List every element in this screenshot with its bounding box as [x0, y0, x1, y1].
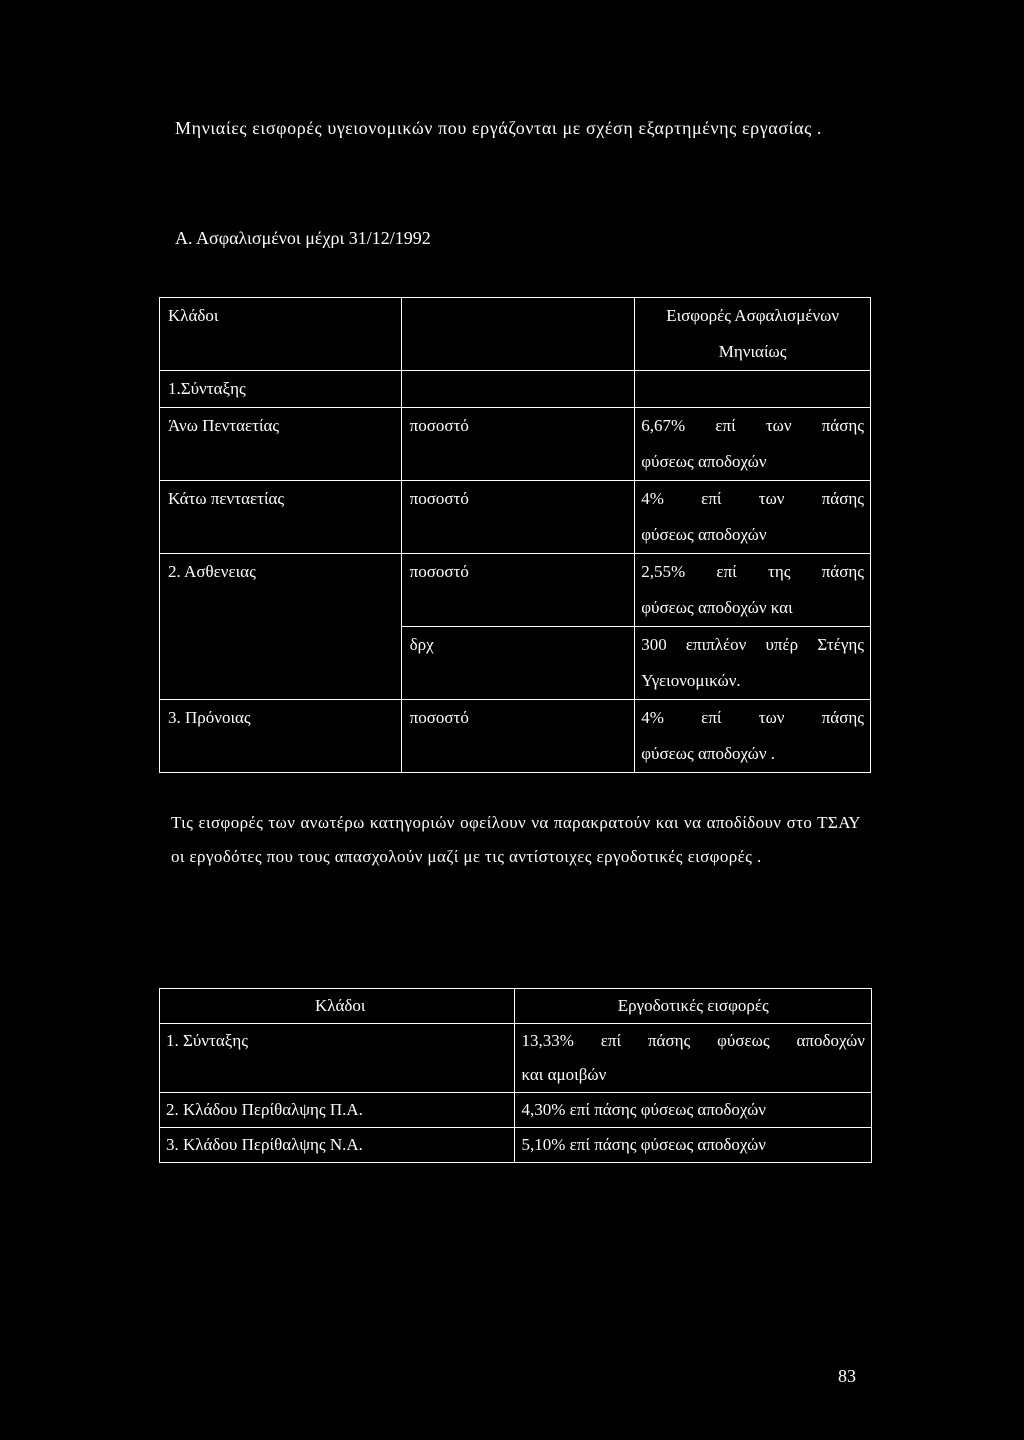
rate-line1: 300 επιπλέον υπέρ Στέγης: [641, 635, 864, 654]
header-employer-label: Εργοδοτικές εισφορές: [617, 996, 769, 1015]
table-row: [160, 554, 871, 627]
employer-contributions-table: [159, 988, 872, 1163]
employee-contributions-table: [159, 297, 871, 773]
section-subheading: Α. Ασφαλισμένοι μέχρι 31/12/1992: [175, 228, 431, 248]
rate-cell: [635, 554, 871, 627]
rate-cell: [635, 481, 871, 554]
header-branches-cell: [160, 989, 515, 1024]
table-row: [160, 371, 871, 408]
row-label-cell: [160, 1093, 515, 1128]
header-contributions-cell: [635, 298, 871, 371]
unit-label: ποσοστό: [409, 416, 469, 435]
table-row: [160, 1024, 872, 1093]
below-five-years-label: Κάτω πενταετίας: [168, 489, 285, 508]
header-branches-cell: [160, 298, 402, 371]
row-label-cell: [160, 408, 402, 481]
rate-line1: 6,67% επί των πάσης: [641, 416, 864, 435]
unit-cell: [401, 554, 635, 627]
unit-label: ποσοστό: [409, 708, 469, 727]
rate-line2: φύσεως αποδοχών και: [641, 598, 793, 617]
rate-line2: φύσεως αποδοχών .: [641, 744, 776, 763]
header-contributions-line1: Εισφορές Ασφαλισμένων: [666, 306, 840, 325]
rate-cell: [515, 1128, 872, 1163]
rate-line2: και αμοιβών: [521, 1065, 607, 1084]
empty-cell: [635, 371, 871, 408]
row-label-cell: [160, 481, 402, 554]
rate-cell: [515, 1093, 872, 1128]
rate-line1: 13,33% επί πάσης φύσεως αποδοχών: [521, 1031, 865, 1050]
table-row: [160, 700, 871, 773]
row-label-cell: [160, 1024, 515, 1093]
rate-cell: [635, 700, 871, 773]
unit-cell: [401, 700, 635, 773]
rate-line2: φύσεως αποδοχών: [641, 525, 767, 544]
pension-label: 1.Σύνταξης: [168, 379, 246, 398]
row-label-cell: [160, 1128, 515, 1163]
rate-line1: 4% επί των πάσης: [641, 708, 864, 727]
empty-cell: [401, 371, 635, 408]
rate-line1: 4% επί των πάσης: [641, 489, 864, 508]
branch-label: 3. Κλάδου Περίθαλψης Ν.Α.: [166, 1135, 363, 1154]
rate-line2: Υγειονομικών.: [641, 671, 741, 690]
table-row: [160, 1093, 872, 1128]
sickness-label: 2. Ασθενειας: [168, 562, 256, 581]
unit-label: ποσοστό: [409, 489, 469, 508]
above-five-years-label: Άνω Πενταετίας: [168, 416, 280, 435]
header-employer-cell: [515, 989, 872, 1024]
welfare-label: 3. Πρόνοιας: [168, 708, 251, 727]
body-paragraph: Τις εισφορές των ανωτέρω κατηγοριών οφείλουν να παρακρατούν και να αποδίδουν στο ΤΣΑΥ οι εργοδότες που τους απασχολούν μαζί με τις αντίστοιχες εργοδοτικές εισφορές .: [171, 813, 861, 866]
row-label-cell: [160, 700, 402, 773]
table-row: [160, 408, 871, 481]
unit-cell: [401, 481, 635, 554]
rate-cell: [635, 627, 871, 700]
branch-label: 2. Κλάδου Περίθαλψης Π.Α.: [166, 1100, 363, 1119]
header-contributions-line2: Μηνιαίως: [718, 342, 787, 361]
header-branches-label: Κλάδοι: [168, 306, 219, 325]
header-branches-label: Κλάδοι: [314, 996, 366, 1015]
row-label-cell: [160, 371, 402, 408]
row-label-cell: [160, 554, 402, 700]
unit-label: δρχ: [409, 635, 434, 654]
unit-cell: [401, 408, 635, 481]
page-number: 83: [838, 1366, 856, 1386]
rate-line1: 4,30% επί πάσης φύσεως αποδοχών: [521, 1100, 766, 1119]
rate-line1: 2,55% επί της πάσης: [641, 562, 864, 581]
header-empty-cell: [401, 298, 635, 371]
unit-label: ποσοστό: [409, 562, 469, 581]
rate-cell: [635, 408, 871, 481]
table-row: [160, 481, 871, 554]
table-row: [160, 1128, 872, 1163]
rate-line1: 5,10% επί πάσης φύσεως αποδοχών: [521, 1135, 766, 1154]
table-header-row: [160, 298, 871, 371]
document-heading: Μηνιαίες εισφορές υγειονομικών που εργάζονται με σχέση εξαρτημένης εργασίας .: [175, 118, 823, 138]
rate-line2: φύσεως αποδοχών: [641, 452, 767, 471]
unit-cell: [401, 627, 635, 700]
branch-label: 1. Σύνταξης: [166, 1031, 248, 1050]
rate-cell: [515, 1024, 872, 1093]
table-header-row: [160, 989, 872, 1024]
